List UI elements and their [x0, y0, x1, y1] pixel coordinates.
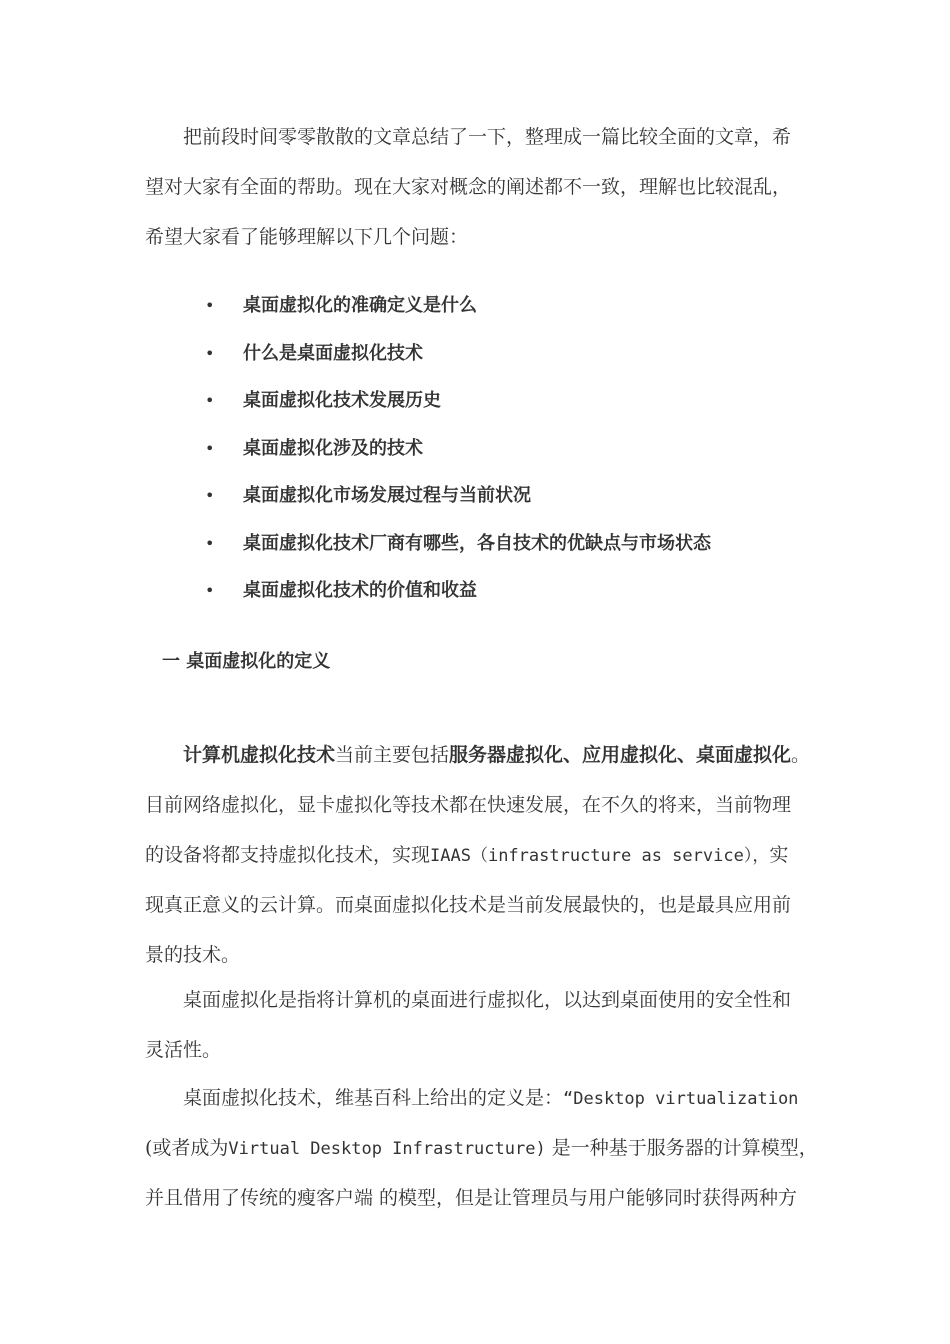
intro-line: 希望大家看了能够理解以下几个问题： [145, 226, 469, 248]
list-item-text: 桌面虚拟化技术发展历史 [243, 390, 441, 411]
paragraph-desktop-definition [145, 975, 805, 1075]
text-run: 是一种基于服务器的计算模型， [545, 1137, 818, 1159]
list-item-text: 桌面虚拟化涉及的技术 [243, 437, 423, 459]
list-item-text: 桌面虚拟化的准确定义是什么 [243, 295, 477, 316]
text-run: 实 [769, 844, 789, 866]
paragraph-line [145, 1123, 818, 1173]
bullet-icon: • [205, 533, 215, 553]
text-run: 的设备将都支持虚拟化技术，实现 [145, 844, 431, 866]
mono-run: IAAS（infrastructure as service）， [430, 846, 770, 866]
paragraph-line: 目前网络虚拟化，显卡虚拟化等技术都在快速发展，在不久的将来，当前物理 [145, 794, 792, 816]
list-item [205, 520, 711, 568]
paragraph-line [145, 730, 811, 780]
bullet-icon: • [205, 581, 215, 600]
paragraph-wikipedia-definition [145, 1073, 818, 1223]
list-item [205, 567, 711, 615]
bullet-icon: • [205, 296, 215, 315]
paragraph-line: 现真正意义的云计算。而桌面虚拟化技术是当前发展最快的，也是最具应用前 [145, 894, 792, 916]
paragraph-line [145, 830, 805, 880]
intro-line: 把前段时间零零散散的文章总结了一下，整理成一篇比较全面的文章，希 [183, 126, 792, 148]
section-heading: 一 桌面虚拟化的定义 [162, 651, 331, 672]
paragraph-line [145, 1073, 805, 1123]
list-item [205, 282, 711, 330]
paragraph-virtualization-overview [145, 730, 811, 980]
list-item [205, 425, 711, 473]
list-item-text: 桌面虚拟化技术厂商有哪些，各自技术的优缺点与市场状态 [243, 532, 711, 554]
paragraph-line: 并且借用了传统的瘦客户端 的模型，但是让管理员与用户能够同时获得两种方 [145, 1187, 798, 1209]
list-item [205, 330, 711, 378]
text-run: 桌面虚拟化技术，维基百科上给出的定义是： [183, 1087, 564, 1109]
bullet-icon: • [205, 438, 215, 458]
mono-run: Virtual Desktop Infrastructure) [228, 1139, 546, 1159]
text-run: (或者成为 [145, 1137, 229, 1159]
paragraph-line: 桌面虚拟化是指将计算机的桌面进行虚拟化，以达到桌面使用的安全性和 [183, 989, 792, 1011]
list-item-text: 桌面虚拟化技术的价值和收益 [243, 580, 477, 601]
bullet-icon: • [205, 343, 215, 363]
text-run: 。 [791, 744, 811, 766]
bold-term: 服务器虚拟化、应用虚拟化、桌面虚拟化 [449, 744, 792, 766]
list-item-text: 桌面虚拟化市场发展过程与当前状况 [243, 485, 531, 506]
list-item [205, 472, 711, 520]
mono-run: “Desktop virtualization [563, 1089, 799, 1109]
intro-line: 望对大家有全面的帮助。现在大家对概念的阐述都不一致，理解也比较混乱， [145, 176, 792, 198]
text-run: 当前主要包括 [335, 744, 450, 766]
bold-term: 计算机虚拟化技术 [183, 744, 336, 766]
bullet-icon: • [205, 391, 215, 410]
intro-paragraph [145, 112, 805, 262]
list-item-text: 什么是桌面虚拟化技术 [243, 342, 423, 364]
bullet-icon: • [205, 486, 215, 505]
paragraph-line: 灵活性。 [145, 1039, 222, 1061]
question-list [205, 282, 711, 615]
list-item [205, 377, 711, 425]
paragraph-line: 景的技术。 [145, 944, 241, 966]
